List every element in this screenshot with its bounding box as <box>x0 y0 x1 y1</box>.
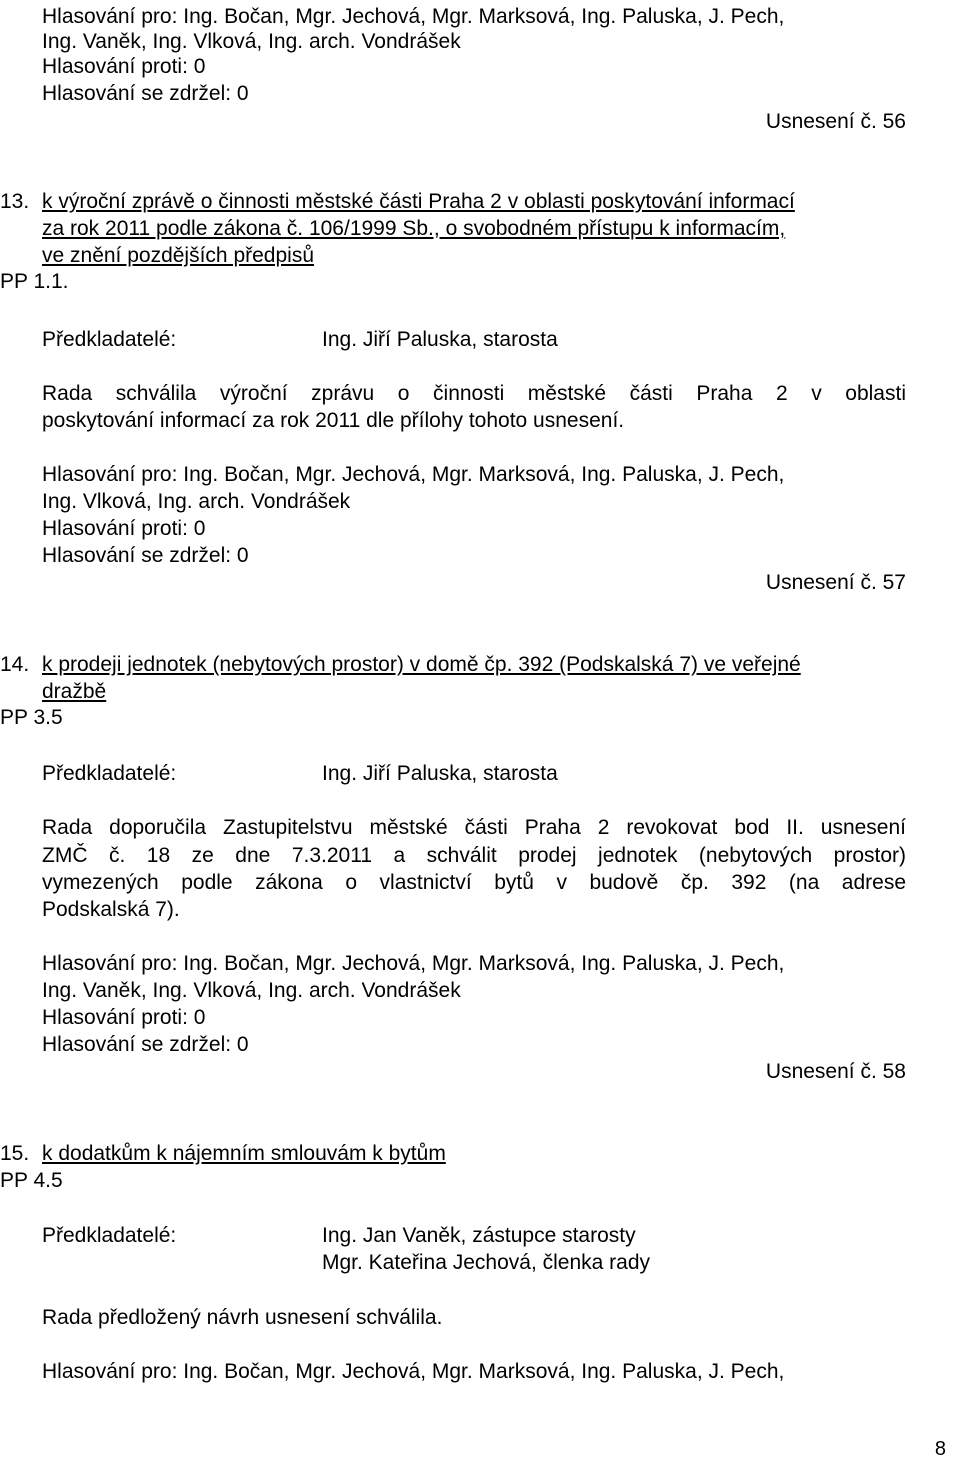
vote-against-line: Hlasování proti: 0 <box>42 55 206 78</box>
pp-reference: PP 4.5 <box>0 1169 63 1192</box>
item-number: 13. <box>0 190 30 213</box>
presenter-label: Předkladatelé: <box>42 762 177 785</box>
resolution-number: Usnesení č. 57 <box>765 571 906 594</box>
item-title-line: k prodeji jednotek (nebytových prostor) v domě čp. 392 (Podskalská 7) ve veřejné <box>42 653 801 676</box>
vote-for-line: Hlasování pro: Ing. Bočan, Mgr. Jechová, Mgr. Marksová, Ing. Paluska, J. Pech, <box>42 463 785 486</box>
vote-for-line: Hlasování pro: Ing. Bočan, Mgr. Jechová, Mgr. Marksová, Ing. Paluska, J. Pech, <box>42 1360 785 1383</box>
presenter-name: Ing. Jiří Paluska, starosta <box>322 762 558 785</box>
presenter-name: Ing. Jiří Paluska, starosta <box>322 328 558 351</box>
pp-reference: PP 1.1. <box>0 270 69 293</box>
item-number: 14. <box>0 653 30 676</box>
item-title-line: za rok 2011 podle zákona č. 106/1999 Sb., o svobodném přístupu k informacím, <box>42 217 786 240</box>
resolution-body-line: Rada doporučila Zastupitelstvu městské části Praha 2 revokovat bod II. usnesení <box>42 816 906 839</box>
vote-for-line: Hlasování pro: Ing. Bočan, Mgr. Jechová, Mgr. Marksová, Ing. Paluska, J. Pech, <box>42 5 785 28</box>
presenter-label: Předkladatelé: <box>42 1224 177 1247</box>
presenter-label: Předkladatelé: <box>42 328 177 351</box>
item-number: 15. <box>0 1142 30 1165</box>
resolution-body-line: Rada schválila výroční zprávu o činnosti městské části Praha 2 v oblasti <box>42 382 906 405</box>
item-title-line: k výroční zprávě o činnosti městské části Praha 2 v oblasti poskytování informací <box>42 190 795 213</box>
page-number: 8 <box>934 1438 946 1460</box>
resolution-body-line: ZMČ č. 18 ze dne 7.3.2011 a schválit prodej jednotek (nebytových prostor) <box>42 844 906 867</box>
resolution-number: Usnesení č. 58 <box>765 1060 906 1083</box>
presenter-name: Ing. Jan Vaněk, zástupce starosty <box>322 1224 636 1247</box>
vote-against-line: Hlasování proti: 0 <box>42 517 206 540</box>
vote-for-line: Ing. Vaněk, Ing. Vlková, Ing. arch. Vondrášek <box>42 30 461 53</box>
vote-against-line: Hlasování proti: 0 <box>42 1006 206 1029</box>
item-title-line: k dodatkům k nájemním smlouvám k bytům <box>42 1142 446 1165</box>
resolution-body-line: poskytování informací za rok 2011 dle přílohy tohoto usnesení. <box>42 409 625 432</box>
resolution-body-line: Podskalská 7). <box>42 898 180 921</box>
vote-for-line: Hlasování pro: Ing. Bočan, Mgr. Jechová, Mgr. Marksová, Ing. Paluska, J. Pech, <box>42 952 785 975</box>
pp-reference: PP 3.5 <box>0 706 63 729</box>
item-title-line: dražbě <box>42 680 107 703</box>
vote-for-line: Ing. Vlková, Ing. arch. Vondrášek <box>42 490 351 513</box>
vote-abstain-line: Hlasování se zdržel: 0 <box>42 82 249 105</box>
item-title-line: ve znění pozdějších předpisů <box>42 244 315 267</box>
resolution-body-line: vymezených podle zákona o vlastnictví bytů v budově čp. 392 (na adrese <box>42 871 906 894</box>
vote-for-line: Ing. Vaněk, Ing. Vlková, Ing. arch. Vondrášek <box>42 979 461 1002</box>
resolution-body-line: Rada předložený návrh usnesení schválila. <box>42 1306 443 1329</box>
presenter-name: Mgr. Kateřina Jechová, členka rady <box>322 1251 651 1274</box>
resolution-number: Usnesení č. 56 <box>765 110 906 133</box>
vote-abstain-line: Hlasování se zdržel: 0 <box>42 1033 249 1056</box>
vote-abstain-line: Hlasování se zdržel: 0 <box>42 544 249 567</box>
